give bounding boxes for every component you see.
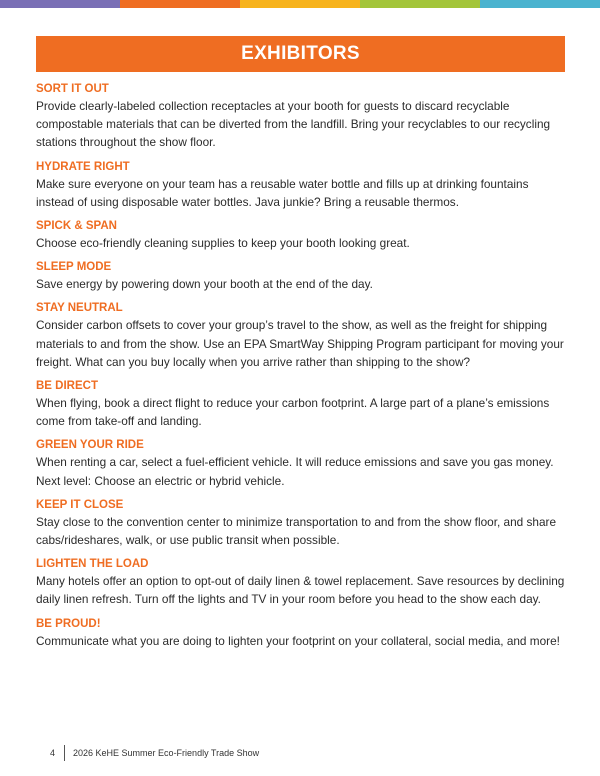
tip-be-proud [36, 617, 568, 650]
tip-keep-it-close [36, 498, 568, 549]
tip-body: When flying, book a direct flight to reduce your carbon footprint. A large part of a plane’s emissions come from take-off and landing. [36, 396, 550, 429]
tip-hydrate-right [36, 160, 568, 211]
tip-sort-it-out [36, 82, 568, 152]
tip-title: BE DIRECT [36, 380, 98, 393]
tips-list [36, 82, 568, 658]
tip-lighten-the-load [36, 557, 568, 608]
tip-spick-and-span [36, 219, 568, 252]
footer-doc-title: 2026 KeHE Summer Eco-Friendly Trade Show [73, 748, 260, 758]
page-title: EXHIBITORS [241, 43, 360, 64]
tip-title: SORT IT OUT [36, 83, 109, 95]
color-strip-segment [480, 0, 600, 8]
tip-sleep-mode [36, 260, 568, 293]
tip-green-your-ride [36, 438, 568, 489]
tip-title: BE PROUD! [36, 617, 101, 630]
tip-title: SLEEP MODE [36, 261, 112, 274]
tip-body: Choose eco-friendly cleaning supplies to keep your booth looking great. [36, 236, 410, 251]
tip-body: Consider carbon offsets to cover your group’s travel to the show, as well as the freight for shipping materials to and from the show. Use an EPA SmartWay Shipping Program participant for moving your freight. What can you buy locally when you arrive rather than shipping to the show? [36, 318, 564, 369]
tip-body: Provide clearly-labeled collection receptacles at your booth for guests to discard recyclable compostable materials that can be diverted from the landfill. Bring your recyclables to our recycling stations throughout the show floor. [36, 99, 551, 150]
tip-title: HYDRATE RIGHT [36, 160, 130, 173]
tip-title: LIGHTEN THE LOAD [36, 558, 149, 571]
color-strip-segment [0, 0, 120, 8]
color-strip-segment [360, 0, 480, 8]
color-strip-segment [240, 0, 360, 8]
tip-body: Stay close to the convention center to minimize transportation to and from the show floor, and share cabs/rideshares, walk, or use public transit when possible. [36, 514, 557, 548]
tip-title: GREEN YOUR RIDE [36, 439, 144, 452]
page-number: 4 [50, 748, 56, 758]
page-title-banner [36, 36, 565, 72]
tip-body: Communicate what you are doing to lighten your footprint on your collateral, social media, and more! [36, 633, 560, 648]
tip-body: Save energy by powering down your booth at the end of the day. [36, 277, 373, 292]
tip-body: Make sure everyone on your team has a reusable water bottle and fills up at drinking fountains instead of using disposable water bottles. Java junkie? Bring a reusable thermos. [36, 176, 529, 209]
tip-title: STAY NEUTRAL [36, 302, 123, 315]
tip-stay-neutral [36, 301, 568, 371]
footer-divider [64, 745, 65, 761]
tip-be-direct [36, 379, 568, 430]
color-strip-segment [120, 0, 240, 8]
color-strip [0, 0, 600, 8]
tip-body: When renting a car, select a fuel-efficient vehicle. It will reduce emissions and save you gas money. Next level: Choose an electric or hybrid vehicle. [36, 455, 554, 488]
page-footer [50, 746, 259, 760]
tip-title: SPICK & SPAN [36, 220, 117, 233]
tip-body: Many hotels offer an option to opt-out of daily linen & towel replacement. Save resources by declining daily linen refresh. Turn off the lights and TV in your room before you head to the show each day. [36, 574, 565, 607]
tip-title: KEEP IT CLOSE [36, 498, 124, 511]
